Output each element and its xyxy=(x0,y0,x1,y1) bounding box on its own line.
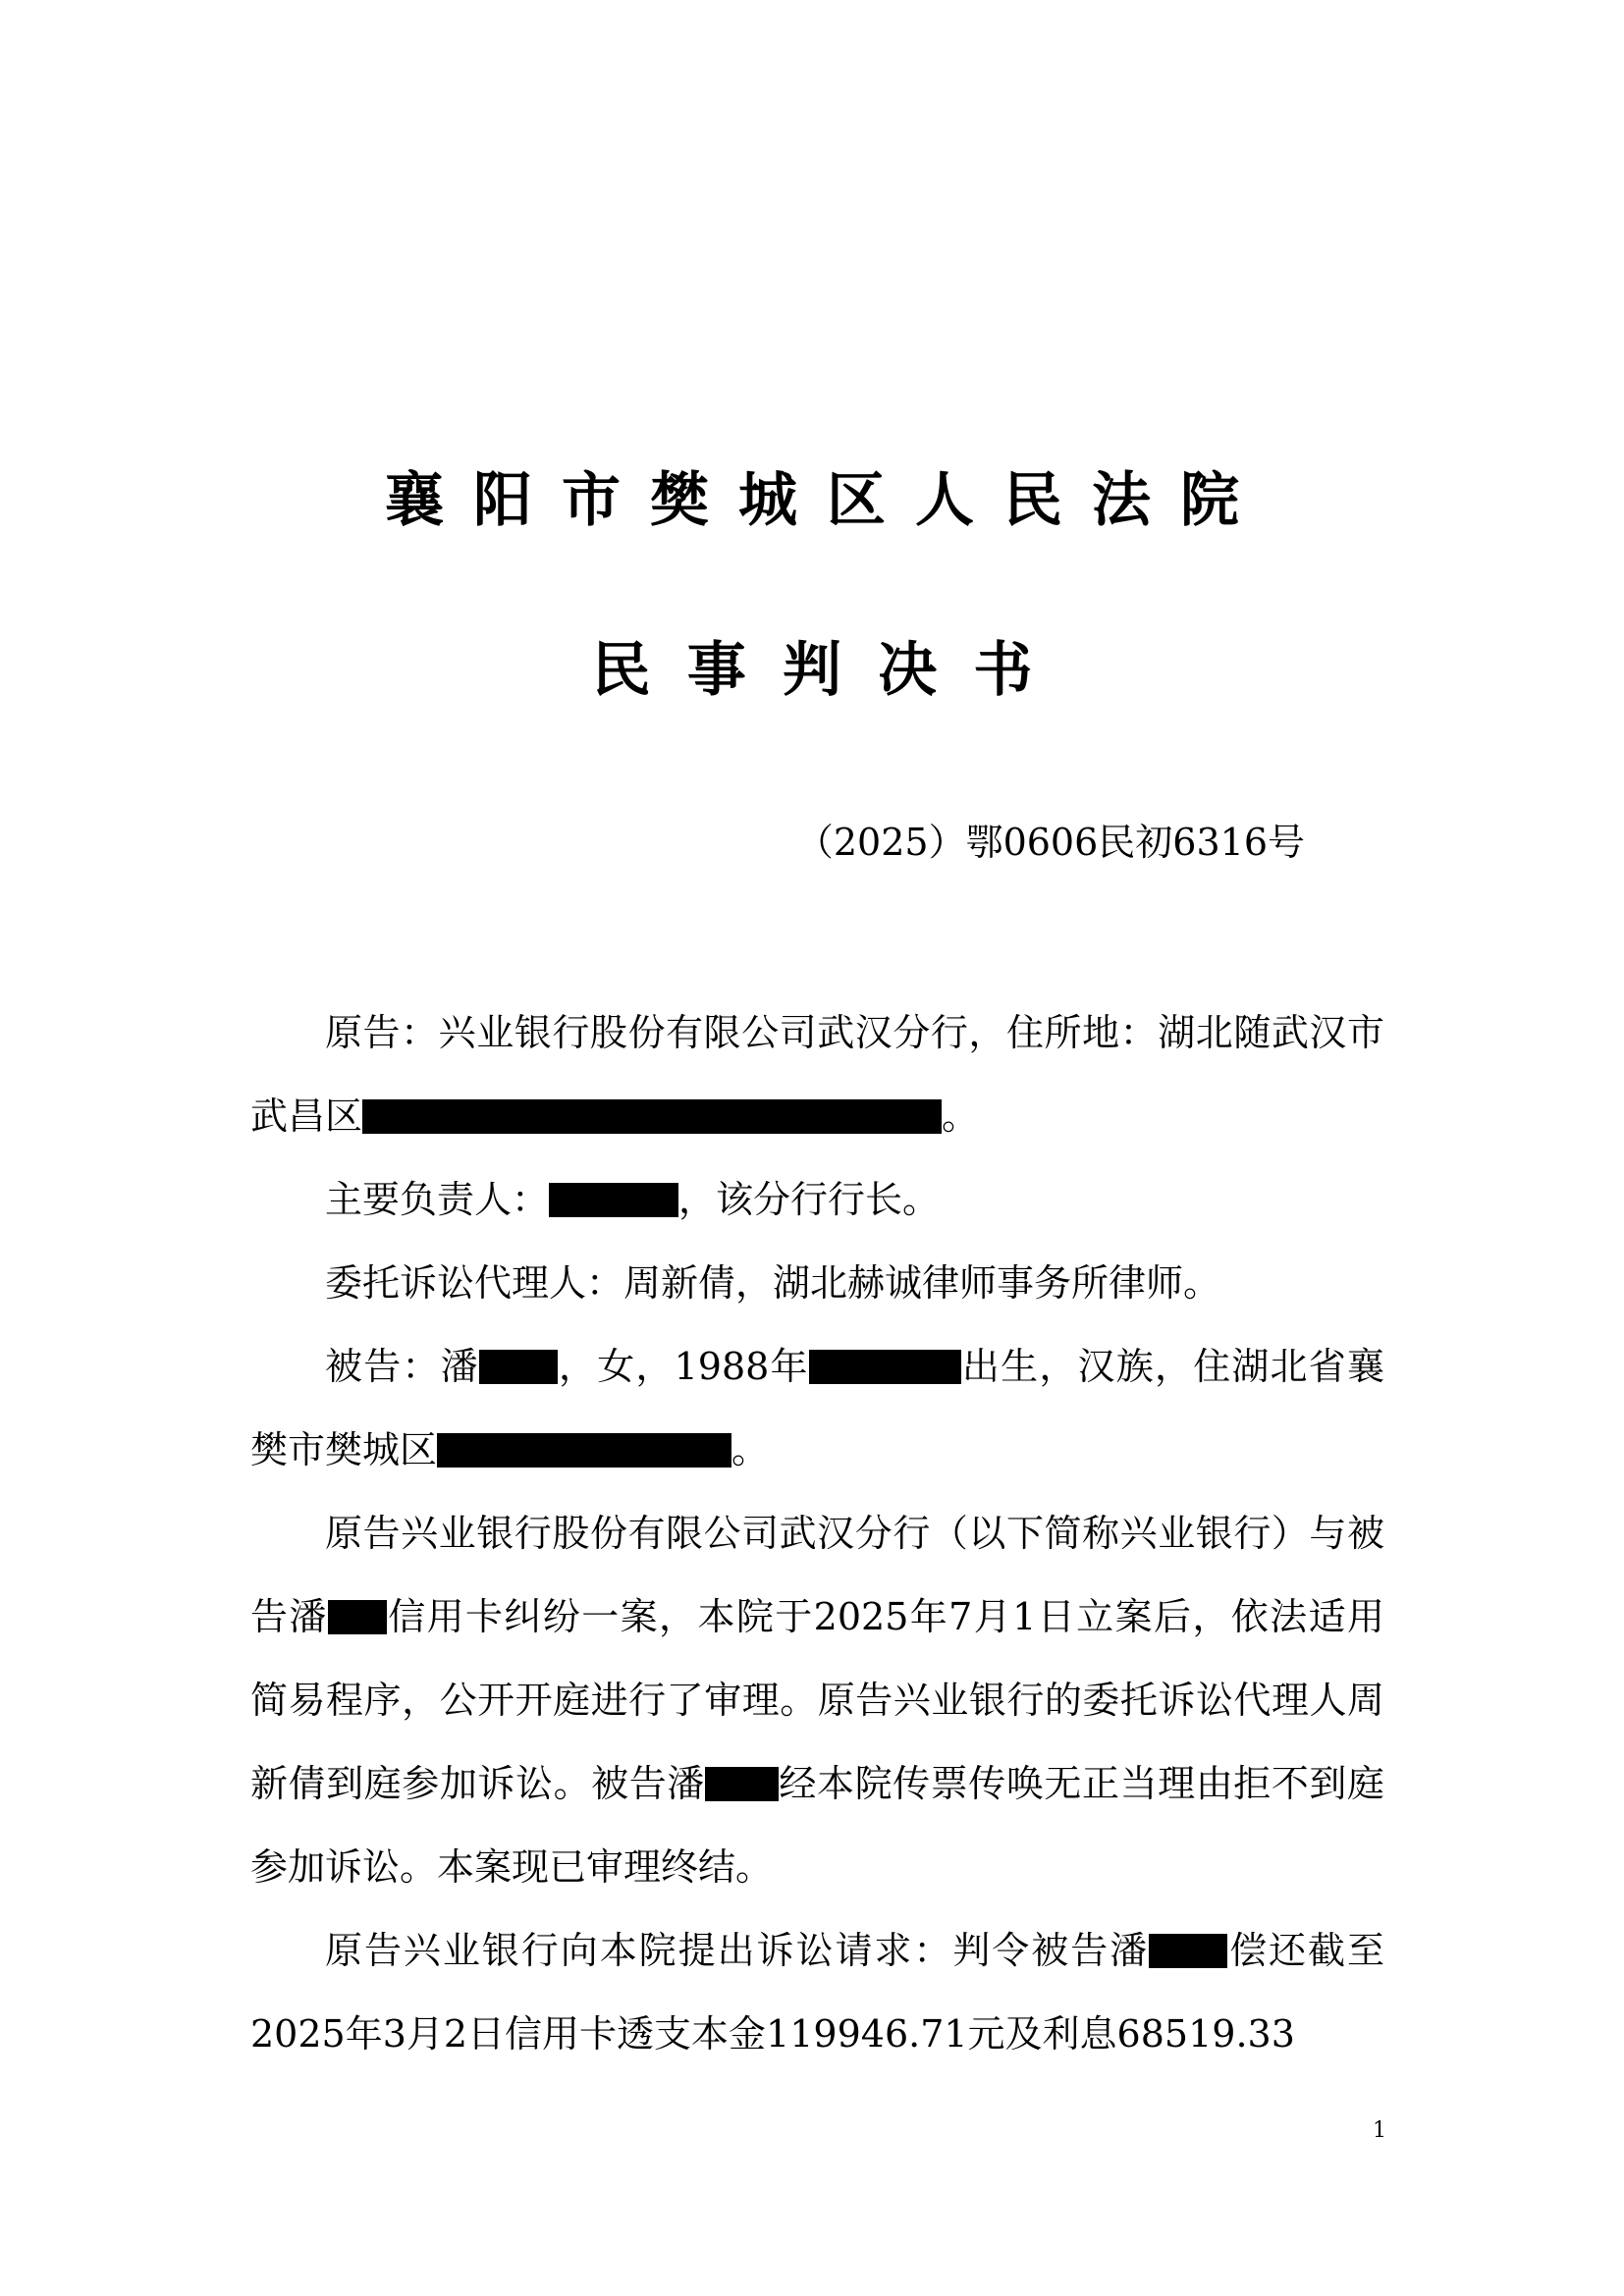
redaction-bar xyxy=(328,1600,387,1634)
court-name: 襄阳市樊城区人民法院 xyxy=(385,466,1269,535)
defendant-text-mid: ，女，1988年 xyxy=(557,1345,809,1388)
plaintiff-text: 原告：兴业银行股份有限公司武汉分行，住所地：湖北随武汉市武昌区 xyxy=(250,1011,1384,1138)
case-intro-text: 原告兴业银行股份有限公司武汉分行（以下简称兴业银行）与被告潘 xyxy=(250,1512,1384,1638)
case-intro-text-2: 信用卡纠纷一案，本院于2025年7月1日立案后，依法适用简易程序，公开开庭进行了审理。原告兴业银行的委托诉讼代理人周新倩到庭参加诉讼。被告潘 xyxy=(250,1595,1384,1805)
defendant-text-mid2: 出生，汉族，住湖北省襄樊市樊城区 xyxy=(250,1345,1384,1471)
plaintiff-text-end: 。 xyxy=(942,1095,980,1138)
redaction-bar xyxy=(1149,1934,1227,1968)
case-intro-paragraph xyxy=(250,1492,1384,1909)
principal-text-end: ，该分行行长。 xyxy=(678,1178,941,1221)
redaction-bar xyxy=(437,1433,731,1468)
claim-text: 原告兴业银行向本院提出诉讼请求：判令被告潘 xyxy=(325,1929,1150,1972)
plaintiff-paragraph xyxy=(250,991,1384,1158)
claim-paragraph xyxy=(250,1909,1384,2076)
redaction-bar xyxy=(705,1767,779,1801)
principal-text: 主要负责人： xyxy=(325,1178,550,1221)
defendant-text-end: 。 xyxy=(731,1428,770,1471)
redaction-bar xyxy=(479,1350,558,1384)
page-number: 1 xyxy=(1373,2118,1386,2143)
defendant-text: 被告：潘 xyxy=(325,1345,479,1388)
document-type: 民事判决书 xyxy=(591,636,1069,705)
case-intro-text-3: 经本院传票传唤无正当理由拒不到庭参加诉讼。本案现已审理终结。 xyxy=(250,1762,1384,1889)
principal-paragraph xyxy=(250,1158,1384,1242)
claim-text-2: 偿还截至2025年3月2日信用卡透支本金119946.71元及利息68519.33 xyxy=(250,1929,1384,2056)
redaction-bar xyxy=(549,1183,678,1217)
case-number: （2025）鄂0606民初6316号 xyxy=(795,821,1305,864)
defendant-paragraph xyxy=(250,1325,1384,1492)
redaction-bar xyxy=(362,1099,942,1134)
judgment-body xyxy=(250,991,1384,2076)
agent-paragraph: 委托诉讼代理人：周新倩，湖北赫诚律师事务所律师。 xyxy=(325,1261,1221,1305)
redaction-bar xyxy=(809,1350,961,1384)
